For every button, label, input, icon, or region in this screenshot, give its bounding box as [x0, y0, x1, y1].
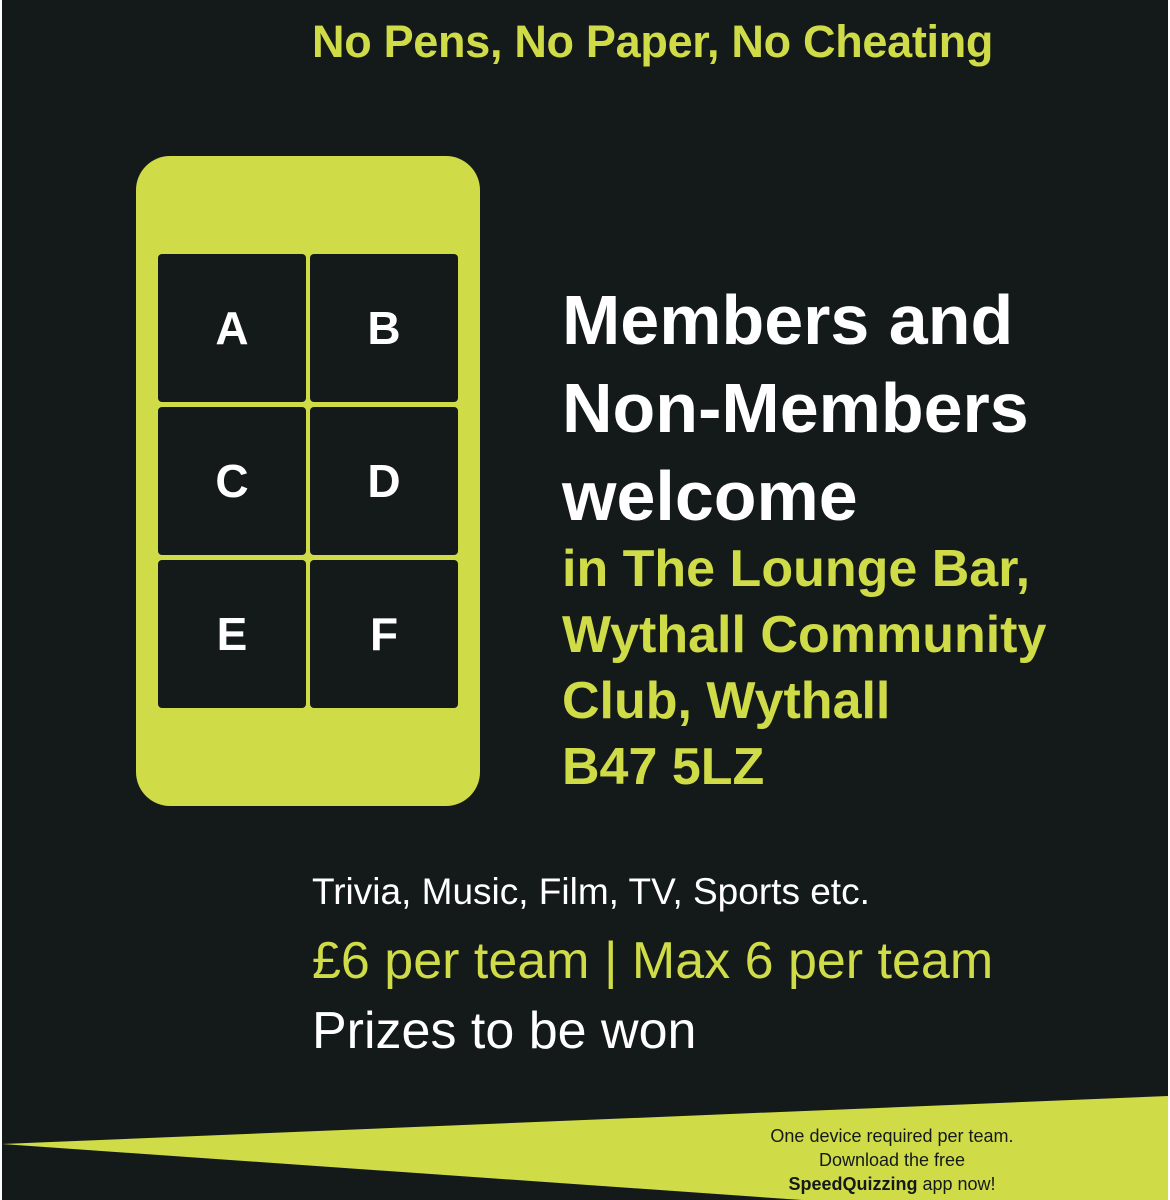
headline — [562, 276, 1029, 540]
device-note: One device required per team. — [770, 1126, 1014, 1146]
answer-option-f: F — [310, 560, 458, 708]
team-price: £6 per team | Max 6 per team — [312, 932, 994, 990]
phone-icon — [136, 156, 480, 806]
answer-option-e: E — [158, 560, 306, 708]
venue-line: Club, Wythall — [562, 672, 891, 730]
answer-grid — [158, 254, 460, 708]
quiz-topics: Trivia, Music, Film, TV, Sports etc. — [312, 871, 870, 912]
cut-off-title-glyphs — [302, 0, 1062, 4]
venue-postcode: B47 5LZ — [562, 738, 765, 796]
venue-address — [562, 536, 1046, 800]
headline-line: Members and — [562, 281, 1014, 359]
quiz-poster — [2, 0, 1168, 1200]
headline-line: welcome — [562, 457, 858, 535]
answer-option-b: B — [310, 254, 458, 402]
app-download-note — [722, 1124, 1062, 1196]
tagline: No Pens, No Paper, No Cheating — [312, 16, 994, 67]
prizes-text: Prizes to be won — [312, 1002, 697, 1060]
app-name: SpeedQuizzing — [788, 1174, 918, 1194]
headline-line: Non-Members — [562, 369, 1029, 447]
answer-option-a: A — [158, 254, 306, 402]
cut-off-title — [302, 0, 1062, 2]
app-line-rest: app now! — [917, 1174, 996, 1194]
answer-option-d: D — [310, 407, 458, 555]
app-line — [722, 1172, 1062, 1196]
download-note: Download the free — [818, 1150, 966, 1170]
answer-option-c: C — [158, 407, 306, 555]
venue-line: in The Lounge Bar, — [562, 540, 1031, 598]
venue-line: Wythall Community — [562, 606, 1047, 664]
